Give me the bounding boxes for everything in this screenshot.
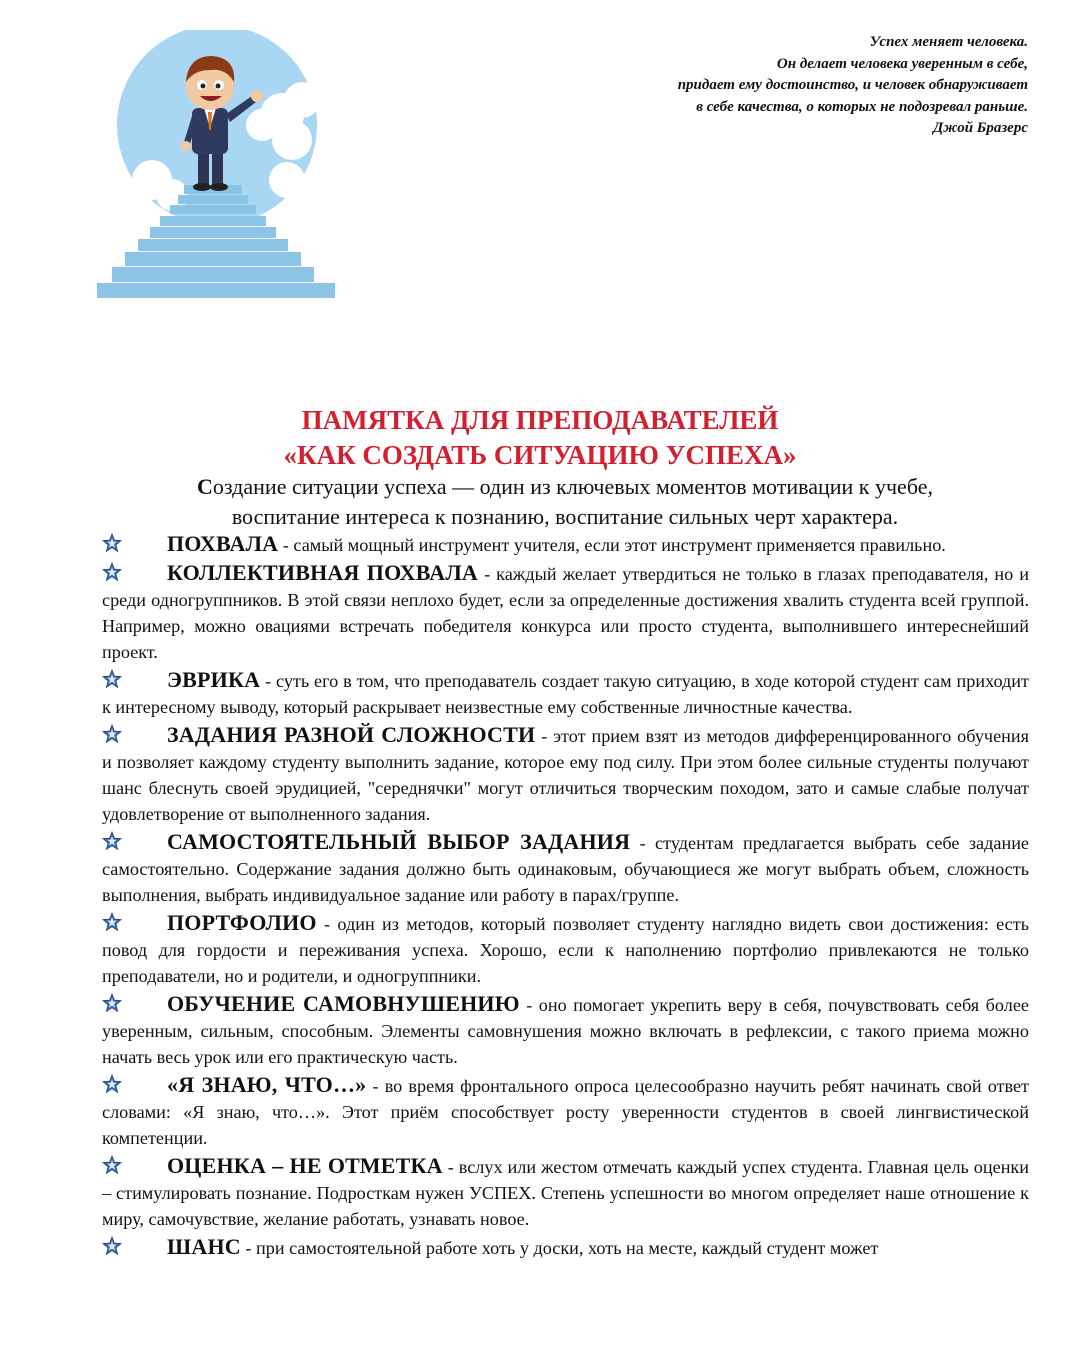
technique-description: - один из методов, который позволяет студенту наглядно видеть свои достижения: есть повод для гордости и переживания успеха. Хорошо, если к наполнению портфолио привлекаются не только преподаватели, но и родители, и одногруппники. xyxy=(102,914,1029,986)
intro-first-letter: С xyxy=(197,474,213,499)
epigraph-author: Джой Бразерс xyxy=(933,120,1028,136)
star-bullet-icon xyxy=(102,1155,122,1175)
epigraph-line: Он делает человека уверенным в себе, xyxy=(776,55,1028,72)
technique-item xyxy=(102,531,1029,558)
technique-text xyxy=(102,560,1029,665)
star-bullet-icon xyxy=(102,669,122,689)
technique-item xyxy=(102,722,1029,827)
technique-description: - при самостоятельной работе хоть у доски, хоть на месте, каждый студент может xyxy=(240,1238,879,1258)
technique-description: - самый мощный инструмент учителя, если этот инструмент применяется правильно. xyxy=(278,535,946,555)
intro-line-2: воспитание интереса к познанию, воспитание сильных черт характера. xyxy=(231,504,899,529)
star-bullet-icon xyxy=(102,993,122,1013)
technique-term: КОЛЛЕКТИВНАЯ ПОХВАЛА xyxy=(167,560,479,585)
technique-text xyxy=(102,910,1029,989)
technique-term: «Я ЗНАЮ, ЧТО…» xyxy=(167,1072,367,1097)
technique-description: - суть его в том, что преподаватель создает такую ситуацию, в ходе которой студент сам приходит к интересному выводу, который раскрывает неизвестные ему собственные личностные качества. xyxy=(102,671,1029,717)
technique-item xyxy=(102,1153,1029,1232)
technique-item xyxy=(102,1234,1029,1261)
star-bullet-icon xyxy=(102,1074,122,1094)
intro-paragraph xyxy=(100,472,1030,532)
technique-description: - каждый желает утвердиться не только в глазах преподавателя, но и среди одногруппников. В этой связи неплохо будет, если за определенные достижения хвалить студента всей группой. Например, можно овациями встречать победителя конкурса или просто студента, выполнившего интереснейший проект. xyxy=(102,564,1030,662)
intro-line-1 xyxy=(100,472,1030,502)
technique-term: ЗАДАНИЯ РАЗНОЙ СЛОЖНОСТИ xyxy=(167,722,536,747)
technique-item xyxy=(102,910,1029,989)
star-bullet-icon xyxy=(102,562,122,582)
epigraph-line: Успех меняет человека. xyxy=(869,34,1028,50)
technique-term: ОЦЕНКА – НЕ ОТМЕТКА xyxy=(167,1153,443,1178)
technique-text xyxy=(102,829,1029,908)
intro-line-1-text: оздание ситуации успеха — один из ключевых моментов мотивации к учебе, xyxy=(212,474,933,499)
technique-description: - студентам предлагается выбрать себе задание самостоятельно. Содержание задания должно быть одинаковым, обучающиеся же могут выбрать объем, сложность выполнения, выбрать индивидуальное задание или работу в парах/группе. xyxy=(102,833,1029,905)
star-bullet-icon xyxy=(102,1236,122,1256)
technique-item xyxy=(102,829,1029,908)
title-line-1: ПАМЯТКА ДЛЯ ПРЕПОДАВАТЕЛЕЙ xyxy=(301,405,779,435)
technique-term: ПОРТФОЛИО xyxy=(167,910,317,935)
technique-text xyxy=(102,1153,1029,1232)
technique-term: ШАНС xyxy=(167,1234,241,1259)
technique-text xyxy=(102,667,1029,720)
technique-term: ОБУЧЕНИЕ САМОВНУШЕНИЮ xyxy=(167,991,520,1016)
epigraph-line: придает ему достоинство, и человек обнаруживает xyxy=(677,77,1028,93)
star-bullet-icon xyxy=(102,912,122,932)
technique-item xyxy=(102,667,1029,720)
technique-item xyxy=(102,1072,1029,1151)
technique-item xyxy=(102,991,1029,1070)
technique-term: ЭВРИКА xyxy=(167,667,261,692)
technique-text xyxy=(102,991,1029,1070)
technique-text xyxy=(102,531,1029,558)
epigraph-quote xyxy=(508,32,1028,140)
technique-text xyxy=(102,1072,1029,1151)
technique-item xyxy=(102,560,1029,665)
technique-text xyxy=(102,1234,1029,1261)
technique-description: - этот прием взят из методов дифференцированного обучения и позволяет каждому студенту выполнить задание, которое ему под силу. При этом более сильные студенты получают шанс блеснуть своей эрудицией, "середнячки" могут отличиться творческим походом, зато и самые слабые получат удовлетворение от выполненного задания. xyxy=(102,726,1029,824)
title-line-2: «КАК СОЗДАТЬ СИТУАЦИЮ УСПЕХА» xyxy=(283,440,797,470)
page-title xyxy=(0,403,1080,473)
success-staircase-illustration xyxy=(92,30,342,300)
star-bullet-icon xyxy=(102,724,122,744)
technique-description: - вслух или жестом отмечать каждый успех студента. Главная цель оценки – стимулировать познание. Подросткам нужен УСПЕХ. Степень успешности во многом определяет наше отношение к миру, самочувствие, желание работать, узнавать новое. xyxy=(102,1157,1029,1229)
star-bullet-icon xyxy=(102,533,122,553)
technique-description: - во время фронтального опроса целесообразно научить ребят начинать свой ответ словами: «Я знаю, что…». Этот приём способствует росту уверенности студентов в своей лингвистической компетенции. xyxy=(102,1076,1029,1148)
technique-term: САМОСТОЯТЕЛЬНЫЙ ВЫБОР ЗАДАНИЯ xyxy=(167,829,631,854)
star-bullet-icon xyxy=(102,831,122,851)
technique-term: ПОХВАЛА xyxy=(167,531,279,556)
technique-list xyxy=(102,531,1029,1263)
technique-text xyxy=(102,722,1029,827)
technique-description: - оно помогает укрепить веру в себя, почувствовать себя более уверенным, сильным, способным. Элементы самовнушения можно включать в рефлексии, с такого приема можно начать весь урок или его практическую часть. xyxy=(102,995,1029,1067)
epigraph-line: в себе качества, о которых не подозревал раньше. xyxy=(696,98,1028,115)
